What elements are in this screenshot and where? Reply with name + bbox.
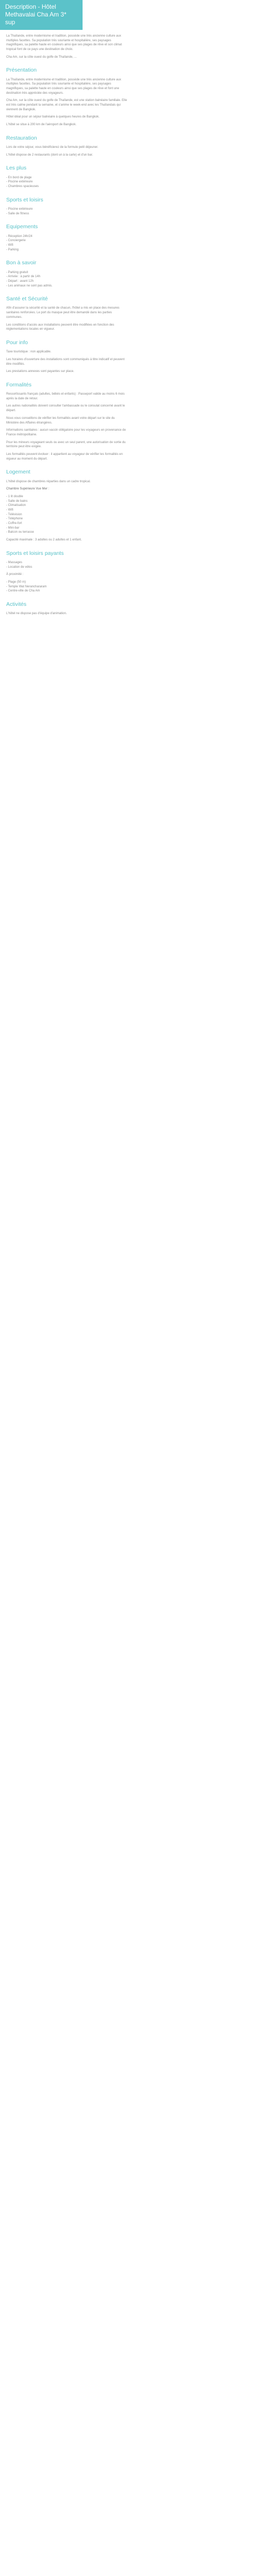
list-item: - Salle de fitness [6, 212, 29, 215]
list-item: - Plage (50 m) [6, 581, 26, 584]
list-item: - Temple Wat Neranchararam [6, 585, 47, 588]
section-heading-restauration: Restauration [6, 134, 37, 141]
formalites-p3: Nous vous conseillons de vérifier les formalités avant votre départ sur le site du Ministère des Affaires étrangères. [6, 416, 115, 425]
list-item: - Mini-bar [6, 526, 20, 530]
list-item: - Les animaux ne sont pas admis. [6, 284, 53, 287]
section-heading-equipements: Equipements [6, 224, 38, 230]
formalites-p6: Les formalités peuvent évoluer : il appartient au voyageur de vérifier les formalités en vigueur au moment du départ. [6, 452, 123, 461]
list-item: - 1 lit double [6, 495, 23, 498]
list-item: - Massages [6, 561, 23, 565]
equipements-list [6, 234, 127, 252]
list-item: - Coffre-fort [6, 522, 22, 526]
section-heading-plus: Les plus [6, 165, 27, 172]
list-item: - Location de vélos [6, 565, 33, 569]
section-heading-presentation: Présentation [6, 67, 37, 74]
page-title: Description - Hôtel Methavalai Cha Am 3* sup [5, 3, 67, 26]
section-heading-formalites: Formalités [6, 381, 32, 388]
list-item: - Chambres spacieuses [6, 185, 39, 189]
infos-p3: Les prestations annexes sont payantes sur place. [6, 370, 74, 374]
formalites-p2: Les autres nationalités doivent consulter l'ambassade ou le consulat concerné avant le départ. [6, 404, 125, 413]
section-heading-logement: Logement [6, 469, 30, 476]
logement-p1: L'hôtel dispose de chambres réparties dans un cadre tropical. [6, 480, 91, 483]
list-item: - Départ : avant 12h [6, 279, 34, 283]
formalites-p4: Informations sanitaires : aucun vaccin obligatoire pour les voyageurs en provenance de France métropolitaine. [6, 429, 126, 436]
section-heading-sante: Santé et Sécurité [6, 296, 48, 302]
restauration-p2: L'hôtel dispose de 2 restaurants (dont un à la carte) et d'un bar. [6, 153, 93, 157]
list-item: - Salle de bains [6, 499, 28, 503]
activites-p1: L'hôtel ne dispose pas d'équipe d'animation. [6, 612, 67, 616]
list-item: - Conciergerie [6, 239, 26, 243]
proximite-list [6, 580, 127, 594]
list-item: - Piscine extérieure [6, 207, 33, 211]
section-heading-sports-payants: Sports et loisirs payants [6, 550, 64, 556]
list-item: - Centre-ville de Cha Am [6, 589, 40, 593]
section-heading-infos: Pour info [6, 339, 28, 346]
plus-list [6, 176, 127, 189]
presentation-p3: Hôtel idéal pour un séjour balnéaire à quelques heures de Bangkok. [6, 115, 100, 119]
list-item: - Balcon ou terrasse [6, 531, 34, 534]
list-item: - En bord de plage [6, 176, 32, 179]
list-item: - Piscine extérieure [6, 180, 33, 184]
sante-p2: Les conditions d'accès aux installations peuvent être modifiées en fonction des réglementations locales en vigueur. [6, 323, 115, 331]
list-item: - Arrivée : à partir de 14h [6, 275, 41, 279]
presentation-p2: Cha Am, sur la côte ouest du golfe de Thaïlande, est une station balnéaire familiale. Elle est très calme pendant la semaine, et s'anime le week-end avec les Thaïlandais qui viennent de Bangkok. [6, 99, 127, 111]
formalites-p1: Ressortissants français (adultes, bébés et enfants) : Passeport valide au moins 6 mois après la date de retour. [6, 393, 125, 400]
bon-a-savoir-list [6, 270, 127, 289]
infos-p2: Les horaires d'ouverture des installations sont communiqués à titre indicatif et peuvent être modifiés. [6, 358, 125, 366]
section-heading-sports: Sports et loisirs [6, 196, 43, 203]
infos-p1: Taxe touristique : non applicable. [6, 350, 52, 354]
description-header [0, 0, 83, 30]
logement-p2: Chambre Supérieure Vue Mer : [6, 487, 50, 491]
sports-list [6, 207, 127, 216]
intro-paragraph-2: Cha Am, sur la côte ouest du golfe de Thaïlande, ... [6, 55, 77, 59]
list-item: - Réception 24h/24 [6, 234, 33, 238]
section-heading-bon-a-savoir: Bon à savoir [6, 260, 37, 266]
list-item: - Parking gratuit [6, 270, 28, 274]
description-content [0, 30, 134, 616]
sports-payants-p1: À proximité : [6, 573, 24, 577]
sports-payants-list [6, 561, 127, 569]
list-item: - Wifi [6, 243, 13, 247]
list-item: - Téléphone [6, 517, 23, 521]
restauration-p1: Lors de votre séjour, vous bénéficierez de la formule petit déjeuner. [6, 146, 99, 149]
list-item: - Climatisation [6, 504, 26, 507]
logement-p3: Capacité maximale : 3 adultes ou 2 adultes et 1 enfant. [6, 538, 82, 542]
presentation-p4: L'hôtel se situe à 200 km de l'aéroport de Bangkok. [6, 123, 77, 127]
logement-list [6, 495, 127, 535]
sante-p1: Afin d'assurer la sécurité et la santé de chacun, l'hôtel a mis en place des mesures sanitaires renforcées. Le port du masque peut être demandé dans les parties communes. [6, 307, 120, 319]
presentation-p1: La Thaïlande, entre modernisme et tradition, possède une très ancienne culture aux multiples facettes. Sa population très souriante et hospitalière, ses paysages magnifiques, sa palette haute en couleurs ainsi que ses plages de rêve et font une destination très appréciée des voyageurs. [6, 78, 121, 95]
list-item: - Parking [6, 248, 19, 251]
formalites-p5: Pour les mineurs voyageant seuls ou avec un seul parent, une autorisation de sortie du territoire peut être exigée. [6, 440, 126, 449]
list-item: - Télévision [6, 513, 22, 516]
intro-paragraph: La Thaïlande, entre modernisme et tradition, possède une très ancienne culture aux multiples facettes. Sa population très souriante et hospitalière, ses paysages magnifiques, sa palette haute en couleurs ainsi que ses plages de rêve et son climat tropical font de ce pays une destination de choix. [6, 35, 122, 52]
list-item: - Wifi [6, 509, 13, 512]
section-heading-activites: Activités [6, 601, 27, 608]
